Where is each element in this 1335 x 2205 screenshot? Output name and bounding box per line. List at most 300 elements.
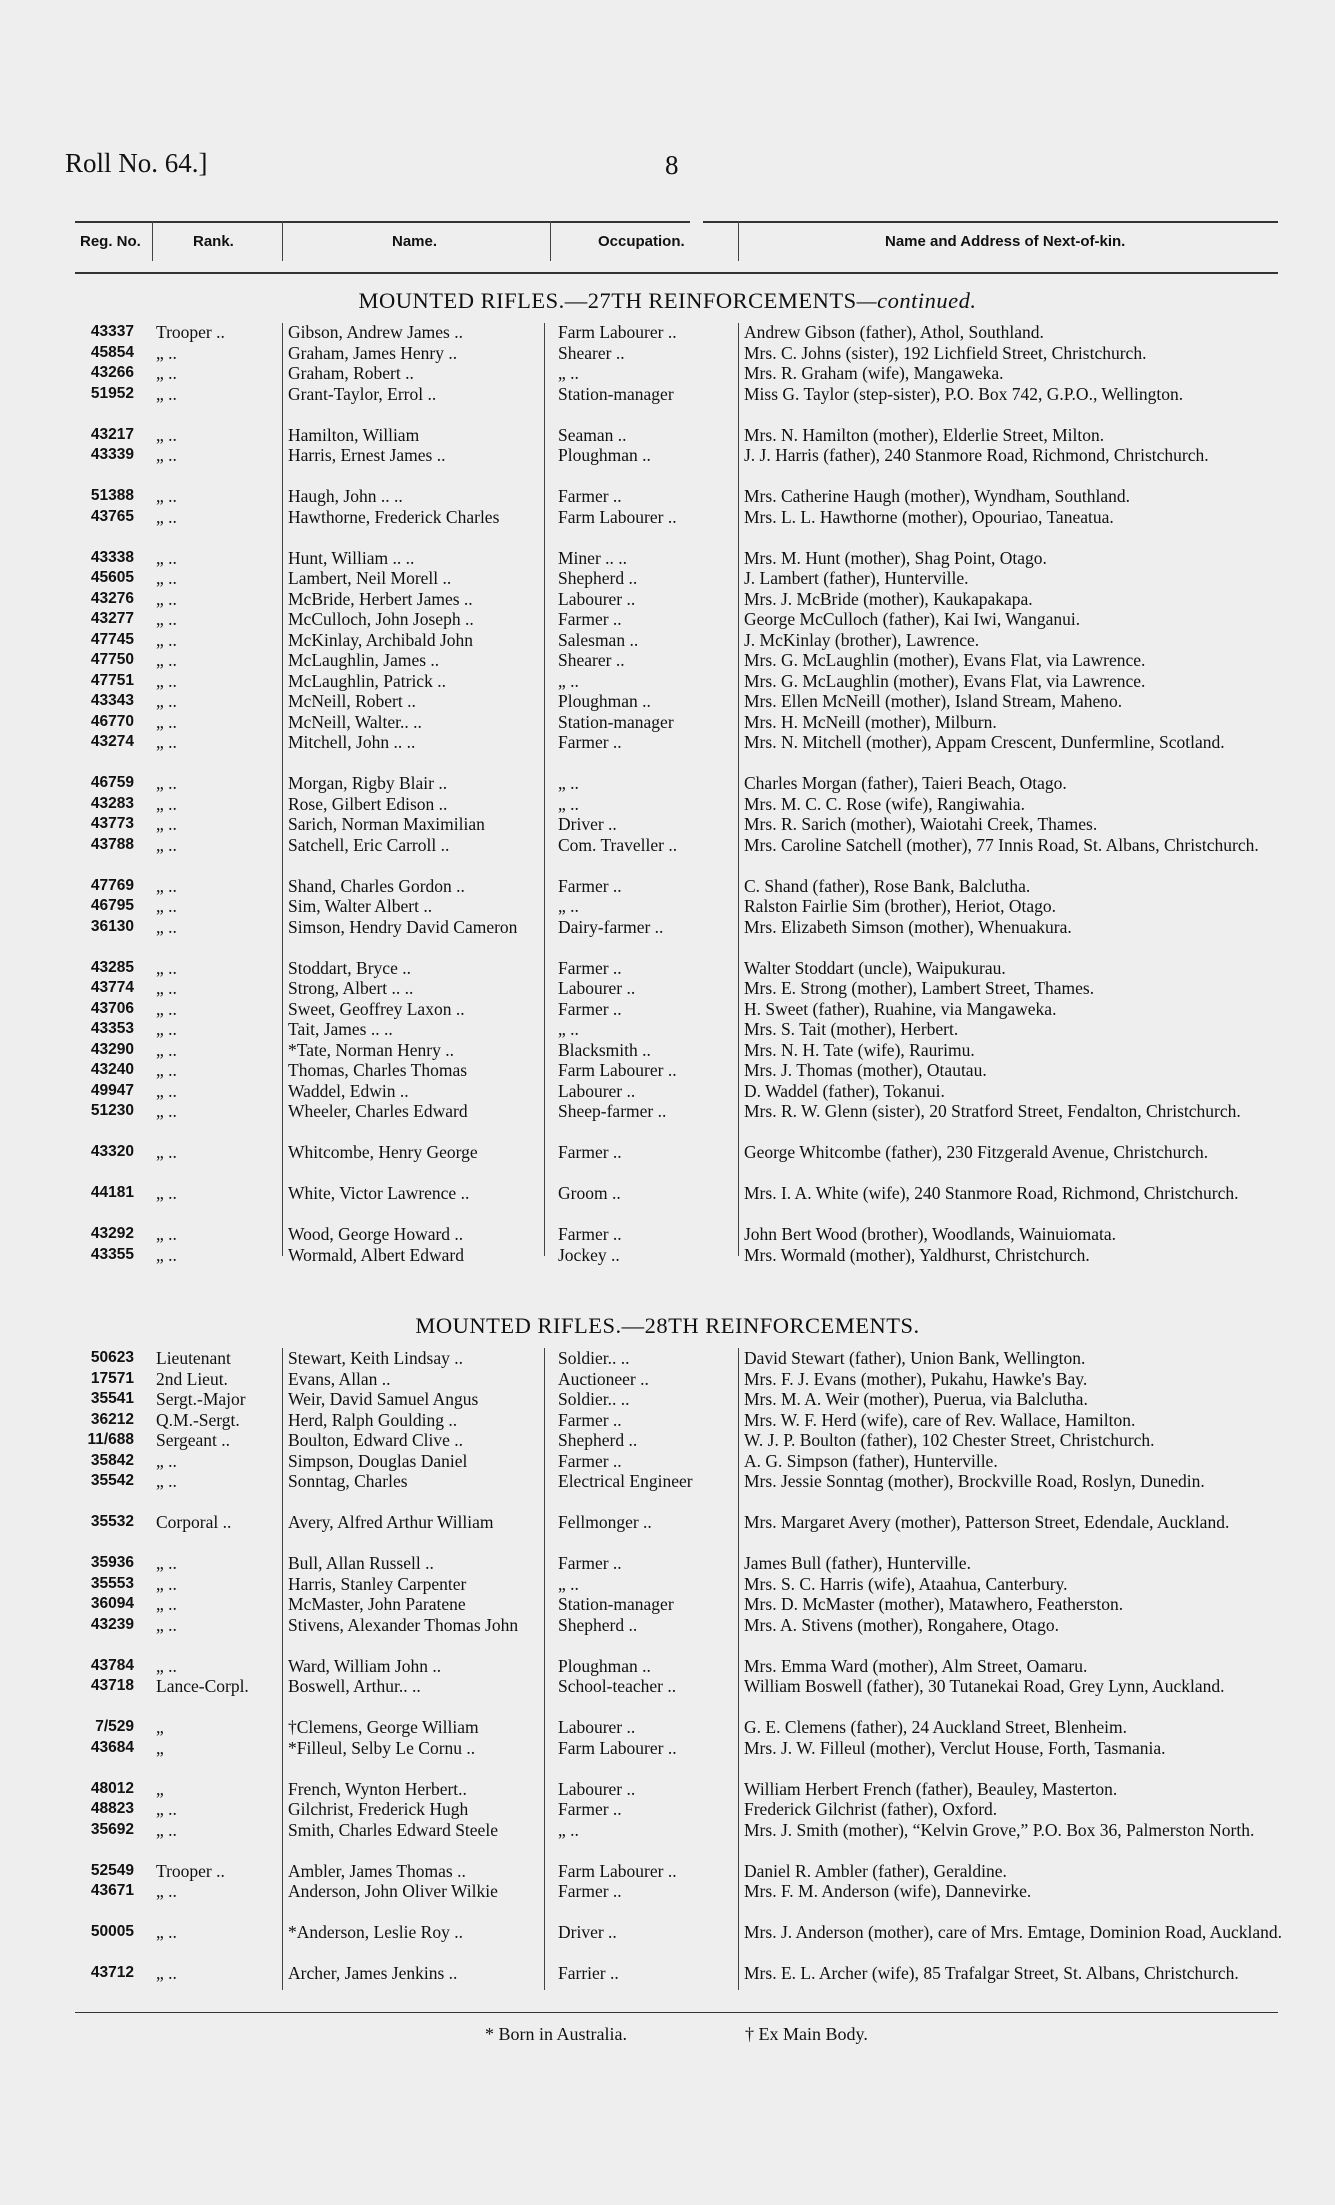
table-row	[0, 363, 1335, 384]
cell-next-of-kin: Andrew Gibson (father), Athol, Southland.	[744, 322, 1044, 342]
cell-reg-no: 43355	[90, 1245, 134, 1263]
cell-rank: „ ..	[156, 486, 177, 506]
cell-name: Satchell, Eric Carroll ..	[288, 834, 450, 855]
cell-rank: Trooper ..	[156, 322, 225, 342]
cell-occupation: Electrical Engineer	[558, 1471, 693, 1491]
cell-name: Shand, Charles Gordon ..	[288, 875, 465, 896]
table-row	[0, 1081, 1335, 1102]
table-row	[0, 1430, 1335, 1451]
cell-next-of-kin: James Bull (father), Hunterville.	[744, 1553, 971, 1573]
table-row	[0, 1615, 1335, 1656]
cell-next-of-kin: Mrs. Catherine Haugh (mother), Wyndham, Southland.	[744, 486, 1130, 506]
cell-name: Wormald, Albert Edward	[288, 1244, 464, 1265]
header-top-rule-right	[703, 221, 1278, 223]
table-row	[0, 1389, 1335, 1410]
table-row	[0, 1553, 1335, 1574]
cell-rank: Lance-Corpl.	[156, 1676, 249, 1696]
cell-reg-no: 43339	[90, 446, 134, 463]
cell-name: Sweet, Geoffrey Laxon ..	[288, 998, 465, 1019]
table-row	[0, 1594, 1335, 1615]
table-row	[0, 1799, 1335, 1820]
cell-occupation: Station-manager	[558, 1594, 674, 1614]
cell-reg-no: 43773	[90, 815, 134, 832]
cell-name: Weir, David Samuel Angus	[288, 1389, 479, 1409]
cell-reg-no: 11/688	[87, 1431, 134, 1448]
cell-reg-no: 43712	[90, 1964, 134, 1981]
table-row	[0, 1881, 1335, 1922]
cell-next-of-kin: Mrs. E. Strong (mother), Lambert Street, Thames.	[744, 978, 1095, 998]
cell-occupation: Shepherd ..	[558, 1614, 638, 1635]
cell-rank: Trooper ..	[156, 1860, 225, 1881]
cell-rank: „ ..	[156, 1655, 177, 1676]
cell-name: Stewart, Keith Lindsay ..	[288, 1348, 463, 1368]
cell-occupation: „ ..	[558, 1573, 579, 1594]
cell-next-of-kin: George McCulloch (father), Kai Iwi, Wanganui.	[744, 609, 1081, 629]
cell-rank: „ ..	[156, 1080, 177, 1101]
cell-reg-no: 43774	[90, 979, 134, 996]
table-row	[0, 1183, 1335, 1224]
cell-name: Boswell, Arthur.. ..	[288, 1676, 421, 1696]
table-row	[0, 589, 1335, 610]
cell-name: Whitcombe, Henry George	[288, 1142, 478, 1162]
cell-next-of-kin: Mrs. N. Hamilton (mother), Elderlie Street, Milton.	[744, 424, 1105, 445]
cell-name: Boulton, Edward Clive ..	[288, 1430, 463, 1450]
cell-next-of-kin: Mrs. M. Hunt (mother), Shag Point, Otago.	[744, 547, 1047, 568]
cell-next-of-kin: Mrs. H. McNeill (mother), Milburn.	[744, 711, 997, 732]
table-row	[0, 1963, 1335, 2004]
cell-occupation: Farmer ..	[558, 1799, 622, 1819]
cell-name: Graham, James Henry ..	[288, 342, 458, 363]
table-row	[0, 1574, 1335, 1595]
cell-rank: „ ..	[156, 568, 177, 588]
cell-occupation: Station-manager	[558, 711, 674, 732]
cell-rank: „	[156, 1717, 164, 1737]
cell-name: Hunt, William .. ..	[288, 547, 415, 568]
cell-name: *Tate, Norman Henry ..	[288, 1039, 454, 1060]
header-divider-3	[550, 221, 551, 261]
cell-occupation: Sheep-farmer ..	[558, 1101, 667, 1121]
cell-name: Lambert, Neil Morell ..	[288, 568, 452, 588]
cell-occupation: Labourer ..	[558, 1717, 636, 1737]
cell-reg-no: 43283	[90, 794, 134, 812]
cell-reg-no: 48823	[90, 1800, 134, 1817]
cell-next-of-kin: Mrs. R. W. Glenn (sister), 20 Stratford Street, Fendalton, Christchurch.	[744, 1101, 1241, 1121]
cell-name: McLaughlin, James ..	[288, 650, 440, 670]
cell-rank: „ ..	[156, 445, 177, 465]
cell-next-of-kin: Mrs. G. McLaughlin (mother), Evans Flat, via Lawrence.	[744, 670, 1146, 691]
cell-rank: „ ..	[156, 1881, 177, 1901]
table-row	[0, 343, 1335, 364]
cell-next-of-kin: Charles Morgan (father), Taieri Beach, Otago.	[744, 773, 1067, 793]
cell-next-of-kin: Mrs. J. Thomas (mother), Otautau.	[744, 1060, 987, 1080]
cell-rank: „ ..	[156, 629, 177, 650]
cell-name: Wheeler, Charles Edward	[288, 1101, 468, 1121]
cell-next-of-kin: Frederick Gilchrist (father), Oxford.	[744, 1799, 998, 1819]
cell-rank: „ ..	[156, 1244, 177, 1265]
cell-rank: „ ..	[156, 1614, 177, 1635]
table-row	[0, 1224, 1335, 1245]
cell-occupation: Driver ..	[558, 814, 617, 834]
cell-rank: „ ..	[156, 834, 177, 855]
col-rank: Rank.	[193, 233, 234, 250]
cell-occupation: Labourer ..	[558, 1778, 636, 1799]
cell-reg-no: 44181	[90, 1184, 134, 1201]
table-row	[0, 1369, 1335, 1390]
cell-next-of-kin: Mrs. S. Tait (mother), Herbert.	[744, 1019, 959, 1039]
cell-name: Gibson, Andrew James ..	[288, 322, 463, 342]
cell-next-of-kin: Mrs. Ellen McNeill (mother), Island Stream, Maheno.	[744, 691, 1123, 711]
cell-occupation: Dairy-farmer ..	[558, 916, 664, 937]
cell-name: McMaster, John Paratene	[288, 1594, 466, 1614]
footer-rule	[75, 2012, 1278, 2013]
header-top-rule	[75, 221, 690, 223]
table-row	[0, 1245, 1335, 1266]
cell-next-of-kin: Mrs. J. W. Filleul (mother), Verclut House, Forth, Tasmania.	[744, 1737, 1166, 1758]
cell-occupation: Farm Labourer ..	[558, 1060, 677, 1080]
cell-name: Ambler, James Thomas ..	[288, 1860, 466, 1881]
cell-occupation: Labourer ..	[558, 1080, 636, 1101]
cell-rank: „ ..	[156, 609, 177, 629]
table-row	[0, 609, 1335, 630]
cell-rank: „ ..	[156, 506, 177, 527]
cell-occupation: „ ..	[558, 363, 579, 383]
cell-reg-no: 50623	[90, 1349, 134, 1366]
cell-rank: „ ..	[156, 998, 177, 1019]
cell-occupation: Farm Labourer ..	[558, 1860, 677, 1881]
cell-next-of-kin: J. J. Harris (father), 240 Stanmore Road, Richmond, Christchurch.	[744, 445, 1209, 465]
cell-name: Waddel, Edwin ..	[288, 1080, 409, 1101]
cell-rank: „ ..	[156, 1553, 177, 1573]
cell-rank: „ ..	[156, 1142, 177, 1162]
cell-name: Wood, George Howard ..	[288, 1224, 464, 1244]
roll-number: Roll No. 64.]	[65, 148, 208, 178]
cell-reg-no: 46795	[90, 897, 134, 914]
cell-next-of-kin: Mrs. J. Anderson (mother), care of Mrs. Emtage, Dominion Road, Auckland.	[744, 1922, 1283, 1942]
cell-occupation: Blacksmith ..	[558, 1039, 651, 1060]
col-occupation: Occupation.	[598, 233, 685, 250]
cell-next-of-kin: Mrs. Emma Ward (mother), Alm Street, Oamaru.	[744, 1655, 1088, 1676]
table-row	[0, 507, 1335, 548]
cell-name: McNeill, Robert ..	[288, 691, 416, 711]
cell-name: Simpson, Douglas Daniel	[288, 1450, 468, 1471]
cell-occupation: Farmer ..	[558, 998, 622, 1019]
table-row	[0, 999, 1335, 1020]
cell-reg-no: 35542	[90, 1472, 134, 1489]
section-27th-title	[0, 288, 1335, 314]
cell-occupation: Ploughman ..	[558, 691, 651, 711]
cell-rank: „ ..	[156, 1594, 177, 1614]
table-27th	[0, 322, 1335, 1265]
cell-next-of-kin: William Herbert French (father), Beauley, Masterton.	[744, 1778, 1118, 1799]
cell-rank: „ ..	[156, 978, 177, 998]
cell-next-of-kin: Mrs. W. F. Herd (wife), care of Rev. Wallace, Hamilton.	[744, 1409, 1136, 1430]
cell-rank: „ ..	[156, 691, 177, 711]
cell-name: Morgan, Rigby Blair ..	[288, 773, 448, 793]
cell-rank: 2nd Lieut.	[156, 1368, 228, 1389]
cell-occupation: Farmer ..	[558, 732, 622, 752]
cell-name: Harris, Stanley Carpenter	[288, 1573, 467, 1594]
cell-reg-no: 48012	[90, 1779, 134, 1797]
cell-next-of-kin: A. G. Simpson (father), Hunterville.	[744, 1450, 998, 1471]
table-row	[0, 1348, 1335, 1369]
cell-occupation: Labourer ..	[558, 588, 636, 609]
cell-next-of-kin: Ralston Fairlie Sim (brother), Heriot, Otago.	[744, 896, 1057, 916]
cell-occupation: Seaman ..	[558, 424, 627, 445]
cell-rank: „ ..	[156, 896, 177, 916]
cell-reg-no: 51952	[90, 384, 134, 402]
cell-occupation: Soldier.. ..	[558, 1389, 630, 1409]
table-row	[0, 1861, 1335, 1882]
table-row	[0, 691, 1335, 712]
cell-occupation: Farmer ..	[558, 875, 622, 896]
table-row	[0, 568, 1335, 589]
cell-name: French, Wynton Herbert..	[288, 1778, 467, 1799]
table-row	[0, 1820, 1335, 1861]
cell-next-of-kin: J. McKinlay (brother), Lawrence.	[744, 629, 980, 650]
section-28th-title: MOUNTED RIFLES.—28TH REINFORCEMENTS.	[415, 1313, 920, 1338]
cell-name: Sim, Walter Albert ..	[288, 896, 433, 916]
cell-name: Ward, William John ..	[288, 1655, 442, 1676]
cell-reg-no: 43240	[90, 1061, 134, 1078]
table-row	[0, 1142, 1335, 1183]
cell-name: Archer, James Jenkins ..	[288, 1963, 458, 1983]
footnote-born-australia: * Born in Australia.	[485, 2024, 627, 2044]
cell-next-of-kin: C. Shand (father), Rose Bank, Balclutha.	[744, 875, 1031, 896]
cell-name: Tait, James .. ..	[288, 1019, 393, 1039]
cell-occupation: Farrier ..	[558, 1963, 619, 1983]
cell-name: Herd, Ralph Goulding ..	[288, 1409, 458, 1430]
cell-occupation: Farmer ..	[558, 957, 622, 978]
cell-rank: „ ..	[156, 1573, 177, 1594]
cell-occupation: Shearer ..	[558, 342, 625, 363]
cell-rank: „ ..	[156, 957, 177, 978]
cell-rank: Corporal ..	[156, 1512, 232, 1532]
cell-occupation: School-teacher ..	[558, 1676, 677, 1696]
table-row	[0, 1101, 1335, 1142]
cell-name: Avery, Alfred Arthur William	[288, 1512, 494, 1532]
cell-name: Graham, Robert ..	[288, 363, 414, 383]
table-row	[0, 1717, 1335, 1738]
cell-rank: „ ..	[156, 383, 177, 404]
cell-rank: „ ..	[156, 1224, 177, 1244]
table-row	[0, 425, 1335, 446]
cell-rank: „ ..	[156, 1101, 177, 1121]
table-row	[0, 712, 1335, 733]
cell-occupation: Farmer ..	[558, 486, 622, 506]
cell-occupation: Farm Labourer ..	[558, 1737, 677, 1758]
cell-rank: Sergeant ..	[156, 1430, 231, 1450]
table-row	[0, 1019, 1335, 1040]
cell-reg-no: 46770	[90, 712, 134, 730]
cell-reg-no: 50005	[90, 1923, 134, 1940]
cell-rank: „ ..	[156, 814, 177, 834]
table-row	[0, 978, 1335, 999]
cell-name: Mitchell, John .. ..	[288, 732, 416, 752]
table-row	[0, 548, 1335, 569]
cell-occupation: Soldier.. ..	[558, 1348, 630, 1368]
col-reg-no: Reg. No.	[80, 233, 141, 250]
cell-name: Sarich, Norman Maximilian	[288, 814, 485, 834]
cell-next-of-kin: J. Lambert (father), Hunterville.	[744, 568, 969, 588]
cell-reg-no: 43343	[90, 692, 134, 709]
cell-reg-no: 35936	[90, 1554, 134, 1571]
cell-next-of-kin: Mrs. R. Graham (wife), Mangaweka.	[744, 363, 1004, 383]
cell-occupation: Farmer ..	[558, 1450, 622, 1471]
header-bottom-rule	[75, 272, 1278, 274]
cell-rank: Sergt.-Major	[156, 1389, 246, 1409]
cell-next-of-kin: Mrs. J. Smith (mother), “Kelvin Grove,” P.O. Box 36, Palmerston North.	[744, 1819, 1255, 1840]
cell-next-of-kin: John Bert Wood (brother), Woodlands, Wainuiomata.	[744, 1224, 1116, 1244]
cell-occupation: Shepherd ..	[558, 568, 638, 588]
cell-next-of-kin: Mrs. G. McLaughlin (mother), Evans Flat, via Lawrence.	[744, 650, 1146, 670]
cell-next-of-kin: Mrs. Margaret Avery (mother), Patterson Street, Edendale, Auckland.	[744, 1512, 1230, 1532]
cell-reg-no: 43338	[90, 548, 134, 566]
cell-next-of-kin: H. Sweet (father), Ruahine, via Mangaweka.	[744, 998, 1057, 1019]
table-row	[0, 1922, 1335, 1963]
cell-rank: „ ..	[156, 773, 177, 793]
cell-occupation: Farmer ..	[558, 1409, 622, 1430]
cell-name: Hawthorne, Frederick Charles	[288, 506, 500, 527]
table-row	[0, 1410, 1335, 1431]
table-row	[0, 814, 1335, 835]
cell-next-of-kin: Mrs. N. H. Tate (wife), Raurimu.	[744, 1039, 975, 1060]
cell-reg-no: 51230	[90, 1102, 134, 1119]
cell-reg-no: 51388	[90, 487, 134, 504]
cell-reg-no: 43292	[90, 1225, 134, 1242]
cell-occupation: Farmer ..	[558, 1881, 622, 1901]
cell-reg-no: 47750	[90, 651, 134, 668]
cell-occupation: Ploughman ..	[558, 1655, 651, 1676]
cell-reg-no: 43320	[90, 1143, 134, 1160]
cell-next-of-kin: Miss G. Taylor (step-sister), P.O. Box 742, G.P.O., Wellington.	[744, 383, 1184, 404]
table-row	[0, 671, 1335, 692]
cell-name: McKinlay, Archibald John	[288, 629, 474, 650]
table-row	[0, 1451, 1335, 1472]
table-row	[0, 384, 1335, 425]
cell-name: Harris, Ernest James ..	[288, 445, 446, 465]
cell-rank: „ ..	[156, 711, 177, 732]
cell-name: Stivens, Alexander Thomas John	[288, 1614, 519, 1635]
table-row	[0, 917, 1335, 958]
cell-reg-no: 43277	[90, 610, 134, 627]
cell-occupation: Farmer ..	[558, 1142, 622, 1162]
cell-next-of-kin: Mrs. R. Sarich (mother), Waiotahi Creek, Thames.	[744, 814, 1098, 834]
table-row	[0, 630, 1335, 651]
cell-name: *Filleul, Selby Le Cornu ..	[288, 1737, 476, 1758]
cell-next-of-kin: David Stewart (father), Union Bank, Wellington.	[744, 1348, 1086, 1368]
cell-occupation: Driver ..	[558, 1922, 617, 1942]
cell-occupation: Shearer ..	[558, 650, 625, 670]
cell-occupation: Farmer ..	[558, 1224, 622, 1244]
cell-next-of-kin: Mrs. M. A. Weir (mother), Puerua, via Balclutha.	[744, 1389, 1088, 1409]
cell-name: Strong, Albert .. ..	[288, 978, 414, 998]
cell-occupation: Farm Labourer ..	[558, 506, 677, 527]
cell-rank: „ ..	[156, 793, 177, 814]
cell-name: Gilchrist, Frederick Hugh	[288, 1799, 469, 1819]
cell-rank: „ ..	[156, 424, 177, 445]
cell-rank: „ ..	[156, 1060, 177, 1080]
table-row	[0, 896, 1335, 917]
cell-reg-no: 36212	[90, 1410, 134, 1428]
cell-rank: „ ..	[156, 588, 177, 609]
cell-rank: „ ..	[156, 1183, 177, 1203]
cell-occupation: „ ..	[558, 1019, 579, 1039]
cell-reg-no: 43290	[90, 1040, 134, 1058]
cell-next-of-kin: Mrs. M. C. C. Rose (wife), Rangiwahia.	[744, 793, 1025, 814]
cell-reg-no: 35532	[90, 1513, 134, 1530]
cell-rank: „ ..	[156, 732, 177, 752]
cell-name: McNeill, Walter.. ..	[288, 711, 422, 732]
cell-name: †Clemens, George William	[288, 1717, 479, 1737]
cell-rank: „	[156, 1737, 164, 1758]
cell-occupation: „ ..	[558, 670, 579, 691]
cell-rank: „ ..	[156, 1799, 177, 1819]
cell-reg-no: 43285	[90, 958, 134, 976]
cell-rank: „ ..	[156, 1963, 177, 1983]
cell-reg-no: 43765	[90, 507, 134, 525]
cell-occupation: Salesman ..	[558, 629, 639, 650]
cell-reg-no: 52549	[90, 1861, 134, 1879]
cell-next-of-kin: George Whitcombe (father), 230 Fitzgerald Avenue, Christchurch.	[744, 1142, 1209, 1162]
cell-reg-no: 43684	[90, 1738, 134, 1756]
cell-name: Evans, Allan ..	[288, 1368, 391, 1389]
cell-name: Rose, Gilbert Edison ..	[288, 793, 448, 814]
cell-next-of-kin: Mrs. A. Stivens (mother), Rongahere, Otago.	[744, 1614, 1059, 1635]
cell-rank: „ ..	[156, 547, 177, 568]
cell-rank: Q.M.-Sergt.	[156, 1409, 240, 1430]
cell-reg-no: 47769	[90, 876, 134, 894]
cell-next-of-kin: Daniel R. Ambler (father), Geraldine.	[744, 1860, 1007, 1881]
cell-rank: „ ..	[156, 670, 177, 691]
table-row	[0, 958, 1335, 979]
cell-rank: „	[156, 1778, 164, 1799]
cell-occupation: „ ..	[558, 793, 579, 814]
cell-reg-no: 49947	[90, 1081, 134, 1099]
cell-rank: „ ..	[156, 1819, 177, 1840]
section-27th-heading: MOUNTED RIFLES.—27TH REINFORCEMENTS	[358, 288, 857, 313]
cell-reg-no: 36130	[90, 917, 134, 935]
cell-name: Simson, Hendry David Cameron	[288, 916, 518, 937]
cell-next-of-kin: Mrs. I. A. White (wife), 240 Stanmore Road, Richmond, Christchurch.	[744, 1183, 1239, 1203]
cell-occupation: „ ..	[558, 896, 579, 916]
col-name: Name.	[392, 233, 438, 250]
cell-name: Smith, Charles Edward Steele	[288, 1819, 498, 1840]
table-row	[0, 445, 1335, 486]
cell-rank: „ ..	[156, 1450, 177, 1471]
table-row	[0, 486, 1335, 507]
cell-next-of-kin: Mrs. Jessie Sonntag (mother), Brockville Road, Roslyn, Dunedin.	[744, 1471, 1205, 1491]
cell-rank: „ ..	[156, 916, 177, 937]
cell-next-of-kin: Walter Stoddart (uncle), Waipukurau.	[744, 957, 1006, 978]
cell-occupation: Station-manager	[558, 383, 674, 404]
table-row	[0, 876, 1335, 897]
cell-reg-no: 43706	[90, 999, 134, 1017]
cell-next-of-kin: Mrs. C. Johns (sister), 192 Lichfield Street, Christchurch.	[744, 342, 1147, 363]
cell-next-of-kin: Mrs. E. L. Archer (wife), 85 Trafalgar Street, St. Albans, Christchurch.	[744, 1963, 1239, 1983]
cell-reg-no: 43239	[90, 1615, 134, 1633]
cell-reg-no: 43788	[90, 835, 134, 853]
cell-occupation: Miner .. ..	[558, 547, 628, 568]
cell-reg-no: 43784	[90, 1656, 134, 1674]
cell-name: Grant-Taylor, Errol ..	[288, 383, 437, 404]
table-row	[0, 1656, 1335, 1677]
cell-rank: „ ..	[156, 1922, 177, 1942]
table-row	[0, 1512, 1335, 1553]
cell-rank: Lieutenant	[156, 1348, 231, 1368]
cell-reg-no: 43276	[90, 589, 134, 607]
table-row	[0, 322, 1335, 343]
cell-rank: „ ..	[156, 363, 177, 383]
